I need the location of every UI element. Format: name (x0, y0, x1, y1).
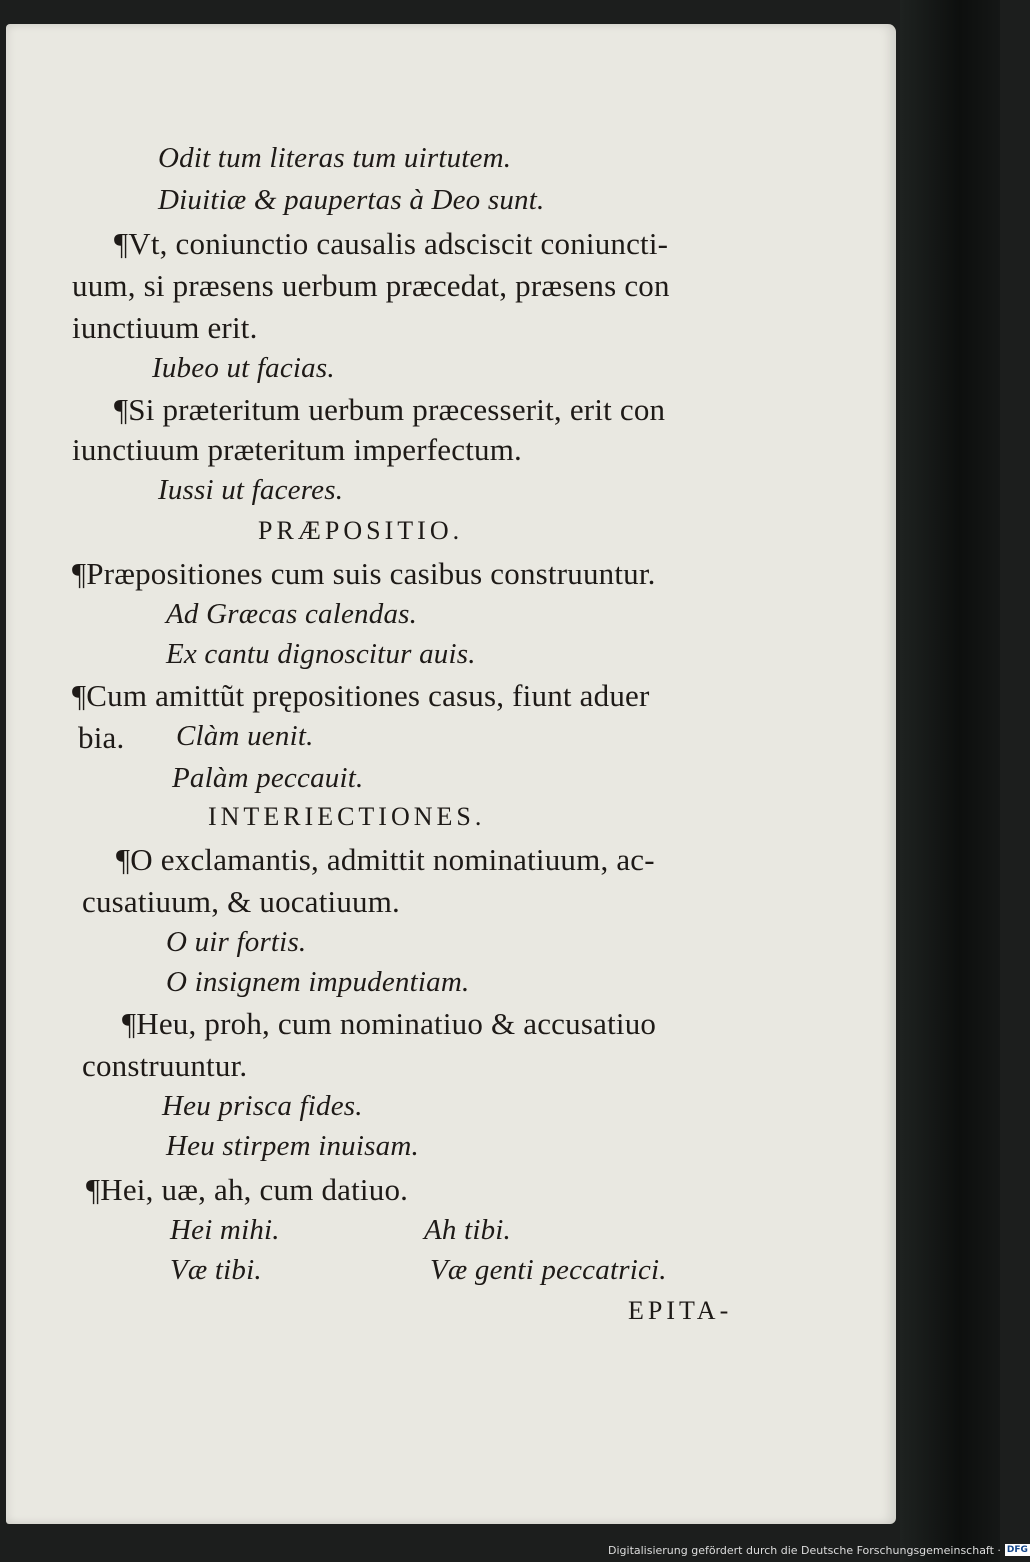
text-line: ¶Hei, uæ, ah, cum datiuo. (86, 1172, 409, 1207)
book-page (6, 24, 896, 1524)
text-line: ¶O exclamantis, admittit nominatiuum, ac- (116, 842, 655, 877)
text-line: ¶Vt, coniunctio causalis adsciscit coniuncti- (114, 226, 669, 261)
text-line: iunctiuum erit. (72, 310, 258, 345)
text-line: O uir fortis. (166, 926, 307, 958)
text-line: Odit tum literas tum uirtutem. (158, 142, 512, 174)
text-line: construuntur. (82, 1048, 248, 1083)
dfg-logo: DFG (1006, 1545, 1028, 1555)
text-line: Heu stirpem inuisam. (166, 1130, 419, 1162)
text-line: Ah tibi. (424, 1214, 511, 1246)
credit-text: Digitalisierung gefördert durch die Deutsche Forschungsgemeinschaft · (608, 1543, 1001, 1557)
catchword: EPITA- (628, 1296, 733, 1325)
text-line: Ex cantu dignoscitur auis. (166, 638, 476, 670)
text-line: Ad Græcas calendas. (166, 598, 418, 630)
text-line: Iubeo ut facias. (152, 352, 335, 384)
text-line: Palàm peccauit. (172, 762, 364, 794)
text-line: ¶Si præteritum uerbum præcesserit, erit con (114, 392, 666, 427)
text-line: ¶Cum amittũt prępositiones casus, fiunt aduer (72, 678, 650, 713)
section-heading: PRÆPOSITIO. (258, 516, 464, 545)
section-heading: INTERIECTIONES. (208, 802, 486, 831)
text-line: bia. (78, 720, 125, 755)
text-line: Heu prisca fides. (162, 1090, 363, 1122)
digitization-credit (608, 1542, 1028, 1558)
text-line: iunctiuum præteritum imperfectum. (72, 432, 522, 467)
text-line: O insignem impudentiam. (166, 966, 470, 998)
text-line: Væ genti peccatrici. (430, 1254, 667, 1286)
text-line: Væ tibi. (170, 1254, 262, 1286)
text-line: uum, si præsens uerbum præcedat, præsens con (72, 268, 670, 303)
book-edge-shadow (900, 0, 1000, 1562)
text-line: Iussi ut faceres. (158, 474, 344, 506)
text-line: Hei mihi. (170, 1214, 280, 1246)
text-line: ¶Heu, proh, cum nominatiuo & accusatiuo (122, 1006, 657, 1041)
text-line: ¶Præpositiones cum suis casibus construuntur. (72, 556, 656, 591)
text-line: Clàm uenit. (176, 720, 314, 752)
text-line: Diuitiæ & paupertas à Deo sunt. (158, 184, 545, 216)
text-line: cusatiuum, & uocatiuum. (82, 884, 400, 919)
